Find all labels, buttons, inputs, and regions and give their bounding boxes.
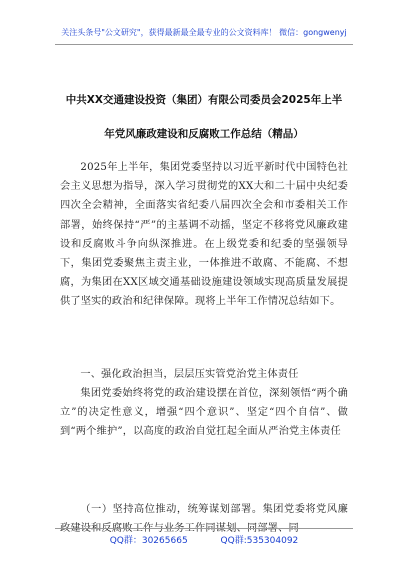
footer-qq-group-2: QQ群:535304092 [220,536,299,546]
footer-divider [55,528,353,529]
section-heading-1: 一、强化政治担当，层层压实管党治党主体责任 [80,369,299,380]
body-paragraph-section-1: 集团党委始终将党的政治建设摆在首位，深刻领悟“两个确立”的决定性意义，增强“四个意识”、坚定“四个自信”、做到“两个维护”，以高度的政治自觉扛起全面从严治党主体责任 [60,388,348,438]
footer-qq-group-1: QQ群：30265665 [109,536,188,546]
body-paragraph-intro: 2025年上半年，集团党委坚持以习近平新时代中国特色社会主义思想为指导，深入学习贯彻党的XX大和二十届中央纪委四次全会精神，全面落实省纪委八届四次全会和市委相关工作部署，始终保持“严”的主基调不动摇，坚定不移将党风廉政建设和反腐败斗争向纵深推进。在上级党委和纪委的坚强领导下，集团党委聚焦主责主业，一体推进不敢腐、不能腐、不想腐，为集团在XX区域交通基础设施建设领域实现高质量发展提供了坚实的政治和纪律保障。现将上半年工作情况总结如下。 [60,162,348,308]
header-divider [55,44,353,45]
body-paragraph-subsection-1: （一）坚持高位推动，统筹谋划部署。集团党委将党风廉政建设和反腐败工作与业务工作同谋划、同部署、同 [60,504,348,535]
document-title-line-2: 年党风廉政建设和反腐败工作总结（精品） [104,128,304,140]
footer-contact [0,533,408,546]
document-title-line-1: 中共XX交通建设投资（集团）有限公司委员会2025年上半 [65,94,343,106]
header-promo-text: 关注头条号"公文研究"，获得最新最全最专业的公文资料库！ 微信：gongwenyj [61,28,347,37]
